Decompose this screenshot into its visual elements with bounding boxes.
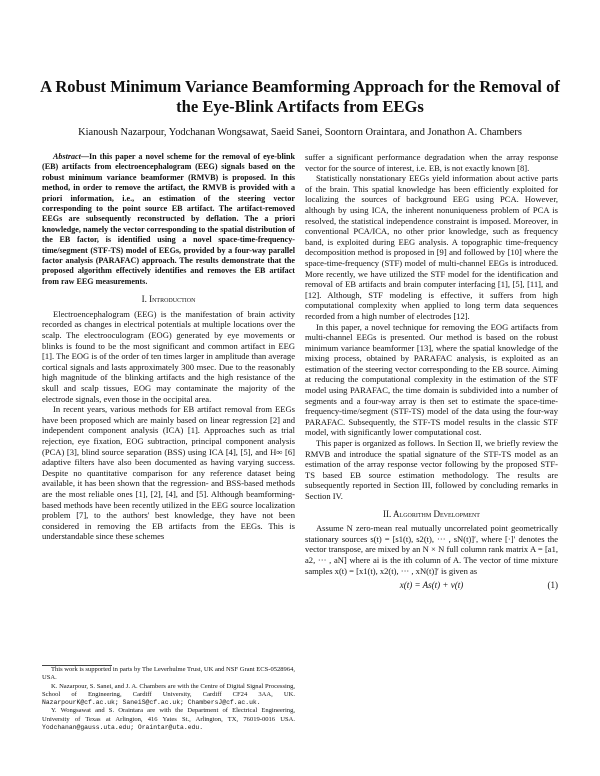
equation-1-body: x(t) = As(t) + v(t) — [399, 580, 464, 591]
equation-1-number: (1) — [547, 580, 558, 591]
left-column — [42, 152, 295, 542]
right-column — [305, 152, 558, 591]
intro-paragraph-2: In recent years, various methods for EB artifact removal from EEGs have been proposed which are mainly based on linear regression [2] and independent component analysis (ICA) [1]. Approaches such as trial rejection, eye fixation, EOG subtraction, principal component analysis (PCA) [3], blind source separation (BSS) using ICA [4], [5], and H∞ [6] adaptive filters have also been documented as having varying success. Despite no quantitative comparison for any reference dataset being available, it has been shown that the regression- and BSS-based methods are the most reliable ones [1], [2], [4], and [5]. Although beamforming-based methods have been recently utilized in the EEG source localization problem [7], to the authors' best knowledge, they have not been considered in removing the EB artifacts from the EEGs. This is understandable since these schemes — [42, 404, 295, 542]
section-heading-algorithm: II. Algorithm Development — [383, 508, 480, 519]
intro-paragraph-2-continued: suffer a significant performance degradation when the array response vector for the source of interest, i.e. EB, is not exactly known [8]. — [305, 152, 558, 173]
abstract — [42, 152, 295, 287]
footnote-emails-uta: Yodchanan@gauss.uta.edu; Oraintar@uta.edu. — [42, 724, 204, 732]
footnote-affiliation-uta — [42, 707, 295, 732]
footnote-affiliation-uta-text: Y. Wongsawat and S. Oraintara are with the Department of Electrical Engineering, University of Texas at Arlington, 416 Yates St., Arlington, TX, 76019-0016 USA. — [42, 707, 295, 723]
author-list: Kianoush Nazarpour, Yodchanan Wongsawat, Saeid Sanei, Soontorn Oraintara, and Jonathon A. Chambers — [78, 127, 522, 138]
abstract-body: —In this paper a novel scheme for the removal of eye-blink (EB) artifacts from electroencephalogram (EEG) signals based on the robust minimum variance beamformer (RMVB) is proposed. In this method, in order to remove the artifact, the RMVB is provided with a priori information, i.e., an estimation of the steering vector corresponding to the point source EB artifact. The artifact-removed EEGs are subsequently reconstructed by deflation. The a priori knowledge, namely the vector corresponding to the spatial distribution of the EB factor, is identified using a novel space-time-frequency-time/segment (STF-TS) model of EEGs, provided by a four-way parallel factor analysis (PARAFAC) approach. The results demonstrate that the proposed algorithm effectively identifies and removes the EB artifact from raw EEG measurements. — [42, 152, 295, 286]
intro-paragraph-5: This paper is organized as follows. In Section II, we briefly review the RMVB and introduce the spatial signature of the STF-TS model as an estimation of the array response vector following by the proposed STF-TS based EB source estimation methodology. The results are subsequently reported in Section III, followed by concluding remarks in Section IV. — [305, 438, 558, 501]
footnote-affiliation-cardiff — [42, 683, 295, 708]
equation-1 — [305, 580, 558, 591]
footnote-affiliation-cardiff-text: K. Nazarpour, S. Sanei, and J. A. Chambers are with the Centre of Digital Signal Processing, School of Engineering, Cardiff University, Cardiff CF24 3AA, UK. — [42, 682, 295, 698]
footnote-funding: This work is supported in parts by The Leverhulme Trust, UK and NSF Grant ECS-0528964, USA. — [42, 666, 295, 682]
algorithm-paragraph-1: Assume N zero-mean real mutually uncorrelated point geometrically stationary sources s(t) = [s1(t), s2(t), ··· , sN(t)]′, where [·]′ denotes the vector transpose, are mixed by an N × N full column rank matrix A = [a1, a2, ··· , aN] where ai is the ith column of A. The vector of time mixture samples x(t) = [x1(t), x2(t), ··· , xN(t)]′ is given as — [305, 523, 558, 576]
abstract-lead: Abstract — [53, 152, 81, 161]
intro-paragraph-4: In this paper, a novel technique for removing the EOG artifacts from multi-channel EEGs is presented. Our method is based on the robust minimum variance beamformer [13], where the spatial knowledge of the mixing process, obtained by PARAFAC analysis, is exploited as an estimation of the steering vector corresponding to the EB source. Aiming at reducing the computational complexity in the estimation of the STF model using PARAFAC, the time domain is subdivided into a number of segments and a four-way array is then set to estimate the space-time-frequency-time/segment (STF-TS) model of the data using the four-way PARAFAC. Subsequently, the STF-TS model results in the classic STF model, with significantly lower computational cost. — [305, 321, 558, 438]
section-heading-introduction: I. Introduction — [141, 294, 196, 305]
paper-title: A Robust Minimum Variance Beamforming Approach for the Removal of the Eye-Blink Artifacts from EEGs — [40, 77, 560, 116]
footnotes — [42, 666, 295, 732]
footnote-emails-cardiff: NazarpourK@cf.ac.uk; SaneiS@cf.ac.uk; ChambersJ@cf.ac.uk. — [42, 699, 261, 707]
intro-paragraph-3: Statistically nonstationary EEGs yield information about active parts of the brain. This spatial knowledge has been efficiently exploited for localizing the sources of background EEG using PCA. However, although by using ICA, the inherent nonuniqueness problem of PCA is resolved, the statistical independence constraint is imposed. Moreover, in conventional PCA/ICA, no other prior knowledge, such as frequency band, is exploited during EEG analysis. A topographic time-frequency decomposition method is proposed in [9] and followed by [10] where the space-time-frequency (STF) model of multi-channel EEGs is introduced. More recently, we have utilized the STF model for the identification and removal of EB artifacts and brain computer interfacing [1], [5], [11], and [12]. Although, STF modeling is effective, it suffers from high computational complexity when applied to long term data sequences recorded from a high number of electrodes [12]. — [305, 173, 558, 321]
intro-paragraph-1: Electroencephalogram (EEG) is the manifestation of brain activity recorded as changes in electrical potentials at multiple locations over the scalp. The electrooculogram (EOG) generated by eye movements or blinks is found to be the most significant and common artifact in EEG [1]. The EOG is of the order of ten times larger in amplitude than average cortical signals and lasts approximately 300 msec. Due to the reasonably high magnitude of the blinking artifacts and the high resistance of the skull and scalp tissues, EOG may contaminate the majority of the electrode signals, even those in the occipital area. — [42, 308, 295, 404]
